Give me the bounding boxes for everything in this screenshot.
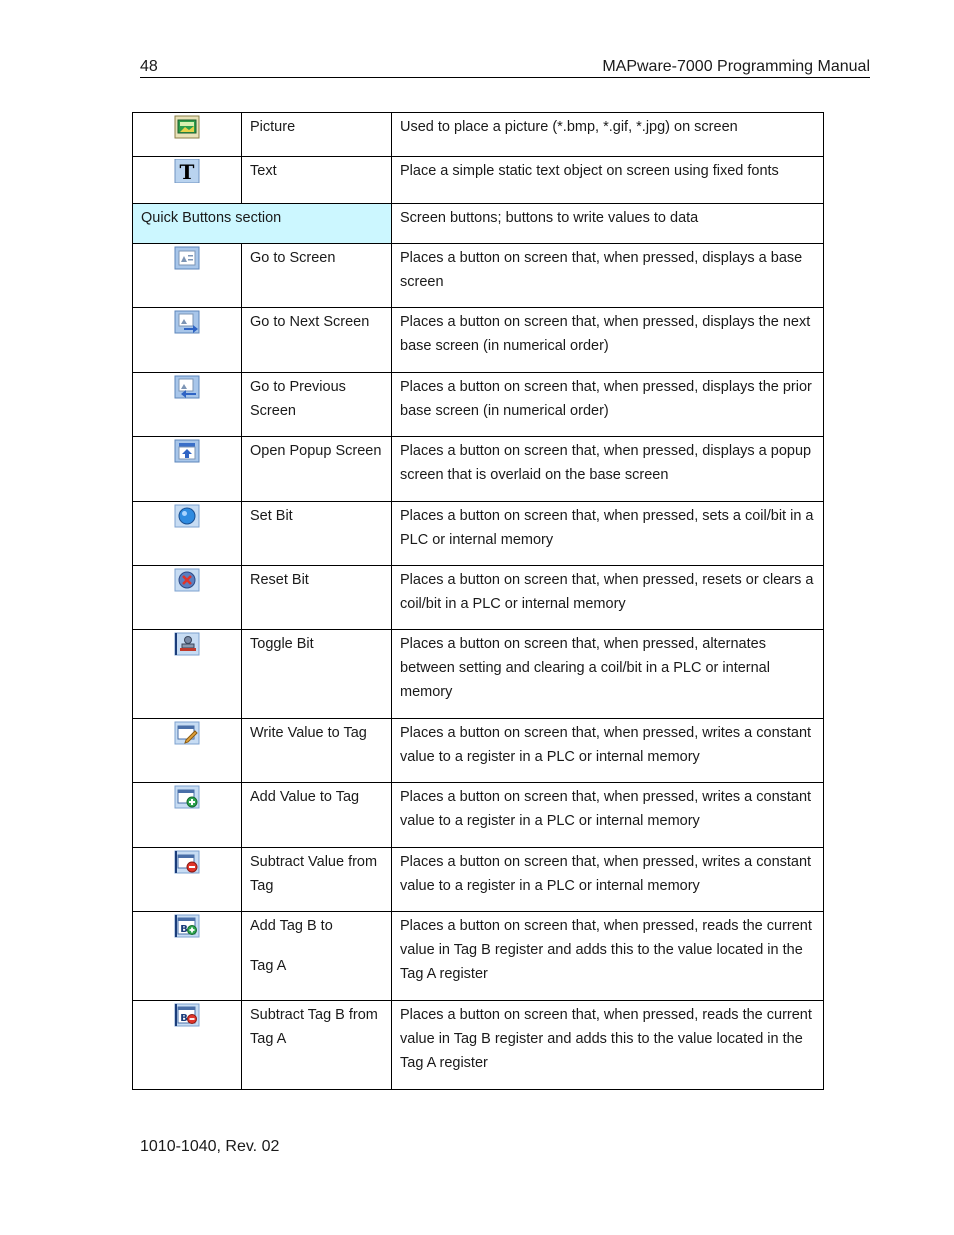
item-name: Go to Previous Screen: [242, 373, 392, 437]
add-value-to-tag-icon: [174, 785, 200, 809]
set-bit-icon: [174, 504, 200, 528]
item-name: Reset Bit: [242, 566, 392, 630]
item-description: Places a button on screen that, when pressed, reads the current value in Tag B register and adds this to the value located in the Tag A register: [392, 912, 824, 1001]
go-to-previous-screen-icon: [174, 375, 200, 399]
item-description: Place a simple static text object on screen using fixed fonts: [392, 157, 824, 204]
table-row: [133, 113, 824, 157]
item-name: Go to Next Screen: [242, 308, 392, 373]
go-to-screen-icon: [174, 246, 200, 270]
table-row: [133, 244, 824, 308]
toggle-bit-icon: [174, 632, 200, 656]
table-row: [133, 783, 824, 848]
page-number: 48: [140, 58, 158, 75]
page-header: [140, 57, 870, 78]
svg-text:T: T: [179, 160, 195, 184]
add-tag-b-to-tag-a-icon: [174, 914, 200, 938]
document-number: 1010-1040, Rev. 02: [140, 1138, 280, 1155]
item-name: Go to Screen: [242, 244, 392, 308]
text-icon: [174, 159, 200, 183]
section-description: Screen buttons; buttons to write values to data: [392, 204, 824, 244]
table-row: [133, 157, 824, 204]
item-name: Write Value to Tag: [242, 719, 392, 783]
table-row: [133, 502, 824, 566]
item-description: Used to place a picture (*.bmp, *.gif, *.jpg) on screen: [392, 113, 824, 157]
item-name: Add Value to Tag: [242, 783, 392, 848]
open-popup-screen-icon: [174, 439, 200, 463]
table-row: [133, 630, 824, 719]
item-description: Places a button on screen that, when pressed, displays the prior base screen (in numerical order): [392, 373, 824, 437]
item-name: Open Popup Screen: [242, 437, 392, 502]
subtract-tag-b-from-tag-a-icon: [174, 1003, 200, 1027]
table-row: [133, 373, 824, 437]
item-description: Places a button on screen that, when pressed, sets a coil/bit in a PLC or internal memory: [392, 502, 824, 566]
item-name: Set Bit: [242, 502, 392, 566]
subtract-value-from-tag-icon: [174, 850, 200, 874]
item-name: Toggle Bit: [242, 630, 392, 719]
item-description: Places a button on screen that, when pressed, resets or clears a coil/bit in a PLC or internal memory: [392, 566, 824, 630]
item-name-line2: Tag A: [250, 958, 287, 974]
item-description: Places a button on screen that, when pressed, writes a constant value to a register in a PLC or internal memory: [392, 848, 824, 912]
table-row: [133, 308, 824, 373]
table-row: [133, 566, 824, 630]
object-reference-table: [132, 112, 824, 1090]
item-description: Places a button on screen that, when pressed, displays the next base screen (in numerical order): [392, 308, 824, 373]
table-row: [133, 1001, 824, 1090]
section-title: Quick Buttons section: [133, 204, 392, 244]
item-description: Places a button on screen that, when pressed, reads the current value in Tag B register and adds this to the value located in the Tag A register: [392, 1001, 824, 1090]
item-name: Subtract Tag B from Tag A: [242, 1001, 392, 1090]
reset-bit-icon: [174, 568, 200, 592]
item-description: Places a button on screen that, when pressed, alternates between setting and clearing a coil/bit in a PLC or internal memory: [392, 630, 824, 719]
item-name: Picture: [242, 113, 392, 157]
item-name: Text: [242, 157, 392, 204]
table-row: [133, 912, 824, 1001]
write-value-to-tag-icon: [174, 721, 200, 745]
item-description: Places a button on screen that, when pressed, displays a base screen: [392, 244, 824, 308]
item-description: Places a button on screen that, when pressed, displays a popup screen that is overlaid on the base screen: [392, 437, 824, 502]
manual-title: MAPware-7000 Programming Manual: [602, 58, 870, 75]
svg-text:B: B: [180, 1013, 188, 1025]
item-name-line1: Add Tag B to: [250, 918, 333, 934]
item-name: Subtract Value from Tag: [242, 848, 392, 912]
item-description: Places a button on screen that, when pressed, writes a constant value to a register in a PLC or internal memory: [392, 719, 824, 783]
item-name: [242, 912, 392, 1001]
picture-icon: [174, 115, 200, 139]
go-to-next-screen-icon: [174, 310, 200, 334]
table-row: [133, 437, 824, 502]
table-row: [133, 719, 824, 783]
item-description: Places a button on screen that, when pressed, writes a constant value to a register in a PLC or internal memory: [392, 783, 824, 848]
section-row: [133, 204, 824, 244]
svg-text:B: B: [180, 924, 188, 936]
table-row: [133, 848, 824, 912]
